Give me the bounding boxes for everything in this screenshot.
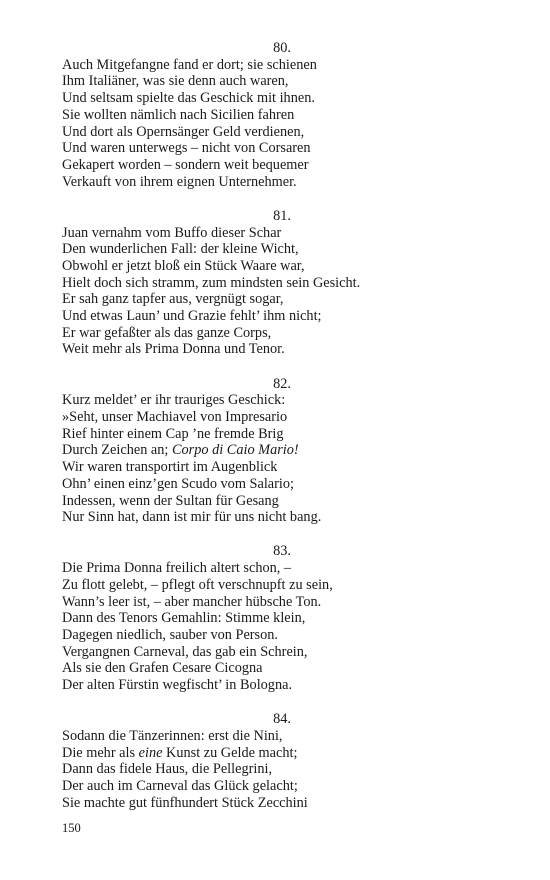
verse-text: Zu flott gelebt, – pflegt oft verschnupft zu sein, bbox=[62, 576, 333, 593]
verse-text: Den wunderlichen Fall: der kleine Wicht, bbox=[62, 241, 299, 258]
verse-text: Kunst zu Gelde macht; bbox=[162, 744, 298, 761]
stanza-number: 84. bbox=[273, 711, 291, 728]
verse-text: »Seht, unser Machiavel von Impresario bbox=[62, 409, 288, 426]
stanza bbox=[62, 208, 502, 358]
verse-line bbox=[62, 258, 502, 275]
verse-text: Dann des Tenors Gemahlin: Stimme klein, bbox=[62, 610, 306, 627]
verse-text: Sie machte gut fünfhundert Stück Zecchini bbox=[62, 794, 308, 811]
verse-line bbox=[62, 761, 502, 778]
verse-line bbox=[62, 476, 502, 493]
verse-text: Verkauft von ihrem eignen Unternehmer. bbox=[62, 173, 297, 190]
verse-text: Er war gefaßter als das ganze Corps, bbox=[62, 324, 272, 341]
verse-text: Die Prima Donna freilich altert schon, – bbox=[62, 560, 292, 577]
stanza-number: 81. bbox=[273, 207, 291, 224]
stanza bbox=[62, 543, 502, 693]
verse-text: Auch Mitgefangne fand er dort; sie schienen bbox=[62, 56, 317, 73]
verse-text: Und etwas Laun’ und Grazie fehlt’ ihm nicht; bbox=[62, 308, 322, 325]
verse-text: Gekapert worden – sondern weit bequemer bbox=[62, 156, 309, 173]
verse-line bbox=[62, 241, 502, 258]
verse-line bbox=[62, 90, 502, 107]
verse-text: Wann’s leer ist, – aber mancher hübsche Ton. bbox=[62, 593, 322, 610]
verse-text: Hielt doch sich stramm, zum mindsten sein Gesicht. bbox=[62, 274, 361, 291]
verse-line bbox=[62, 73, 502, 90]
verse-text: Kurz meldet’ er ihr trauriges Geschick: bbox=[62, 392, 286, 409]
page-number: 150 bbox=[62, 821, 81, 835]
italic-text: eine bbox=[138, 744, 163, 761]
verse-text: Die mehr als bbox=[62, 744, 139, 761]
verse-line bbox=[62, 341, 502, 358]
verse-line bbox=[62, 442, 502, 459]
verse-line bbox=[62, 677, 502, 694]
verse-line bbox=[62, 275, 502, 292]
verse-line bbox=[62, 140, 502, 157]
verse-line bbox=[62, 627, 502, 644]
verse-line bbox=[62, 308, 502, 325]
verse-line bbox=[62, 325, 502, 342]
verse-text: Als sie den Grafen Cesare Cicogna bbox=[62, 660, 263, 677]
verse-text: Sodann die Tänzerinnen: erst die Nini, bbox=[62, 728, 283, 745]
verse-text: Rief hinter einem Cap ’ne fremde Brig bbox=[62, 425, 284, 442]
verse-line bbox=[62, 778, 502, 795]
verse-line bbox=[62, 728, 502, 745]
verse-line bbox=[62, 560, 502, 577]
verse-line bbox=[62, 392, 502, 409]
verse-line bbox=[62, 157, 502, 174]
stanza-number: 82. bbox=[273, 375, 291, 392]
verse-line bbox=[62, 644, 502, 661]
verse-line bbox=[62, 610, 502, 627]
verse-line bbox=[62, 493, 502, 510]
verse-text: Wir waren transportirt im Augenblick bbox=[62, 459, 278, 476]
verse-line bbox=[62, 745, 502, 762]
stanza bbox=[62, 40, 502, 190]
italic-text: Corpo di Caio Mario! bbox=[171, 442, 299, 459]
verse-text: Dagegen niedlich, sauber von Person. bbox=[62, 627, 278, 643]
verse-text: Durch Zeichen an; bbox=[62, 442, 172, 459]
verse-text: Sie wollten nämlich nach Sicilien fahren bbox=[62, 106, 295, 123]
verse-text: Indessen, wenn der Sultan für Gesang bbox=[62, 492, 279, 509]
stanza bbox=[62, 376, 502, 526]
verse-line bbox=[62, 57, 502, 74]
verse-line bbox=[62, 509, 502, 526]
verse-text: Der auch im Carneval das Glück gelacht; bbox=[62, 778, 298, 795]
verse-text: Juan vernahm vom Buffo dieser Schar bbox=[62, 224, 282, 241]
verse-text: Und dort als Opernsänger Geld verdienen, bbox=[62, 123, 305, 140]
verse-text: Obwohl er jetzt bloß ein Stück Waare war, bbox=[62, 257, 305, 274]
poem-text-block bbox=[62, 40, 502, 829]
verse-text: Ohn’ einen einz’gen Scudo vom Salario; bbox=[62, 475, 294, 492]
verse-line bbox=[62, 795, 502, 812]
verse-line bbox=[62, 426, 502, 443]
stanza bbox=[62, 711, 502, 811]
verse-text: Und seltsam spielte das Geschick mit ihnen. bbox=[62, 90, 315, 107]
stanza-number: 83. bbox=[273, 543, 291, 560]
verse-text: Nur Sinn hat, dann ist mir für uns nicht bang. bbox=[62, 509, 322, 526]
verse-line bbox=[62, 174, 502, 191]
verse-line bbox=[62, 107, 502, 124]
verse-line bbox=[62, 660, 502, 677]
verse-line bbox=[62, 291, 502, 308]
stanza-number: 80. bbox=[273, 40, 291, 56]
verse-text: Dann das fidele Haus, die Pellegrini, bbox=[62, 761, 273, 778]
verse-line bbox=[62, 594, 502, 611]
verse-line bbox=[62, 459, 502, 476]
verse-text: Vergangnen Carneval, das gab ein Schrein, bbox=[62, 643, 308, 660]
verse-line bbox=[62, 225, 502, 242]
verse-text: Ihm Italiäner, was sie denn auch waren, bbox=[62, 73, 289, 90]
verse-text: Weit mehr als Prima Donna und Tenor. bbox=[62, 341, 285, 358]
verse-line bbox=[62, 124, 502, 141]
verse-text: Der alten Fürstin wegfischt’ in Bologna. bbox=[62, 677, 293, 694]
verse-text: Er sah ganz tapfer aus, vergnügt sogar, bbox=[62, 291, 284, 308]
verse-line bbox=[62, 409, 502, 426]
verse-line bbox=[62, 577, 502, 594]
verse-text: Und waren unterwegs – nicht von Corsaren bbox=[62, 140, 311, 157]
